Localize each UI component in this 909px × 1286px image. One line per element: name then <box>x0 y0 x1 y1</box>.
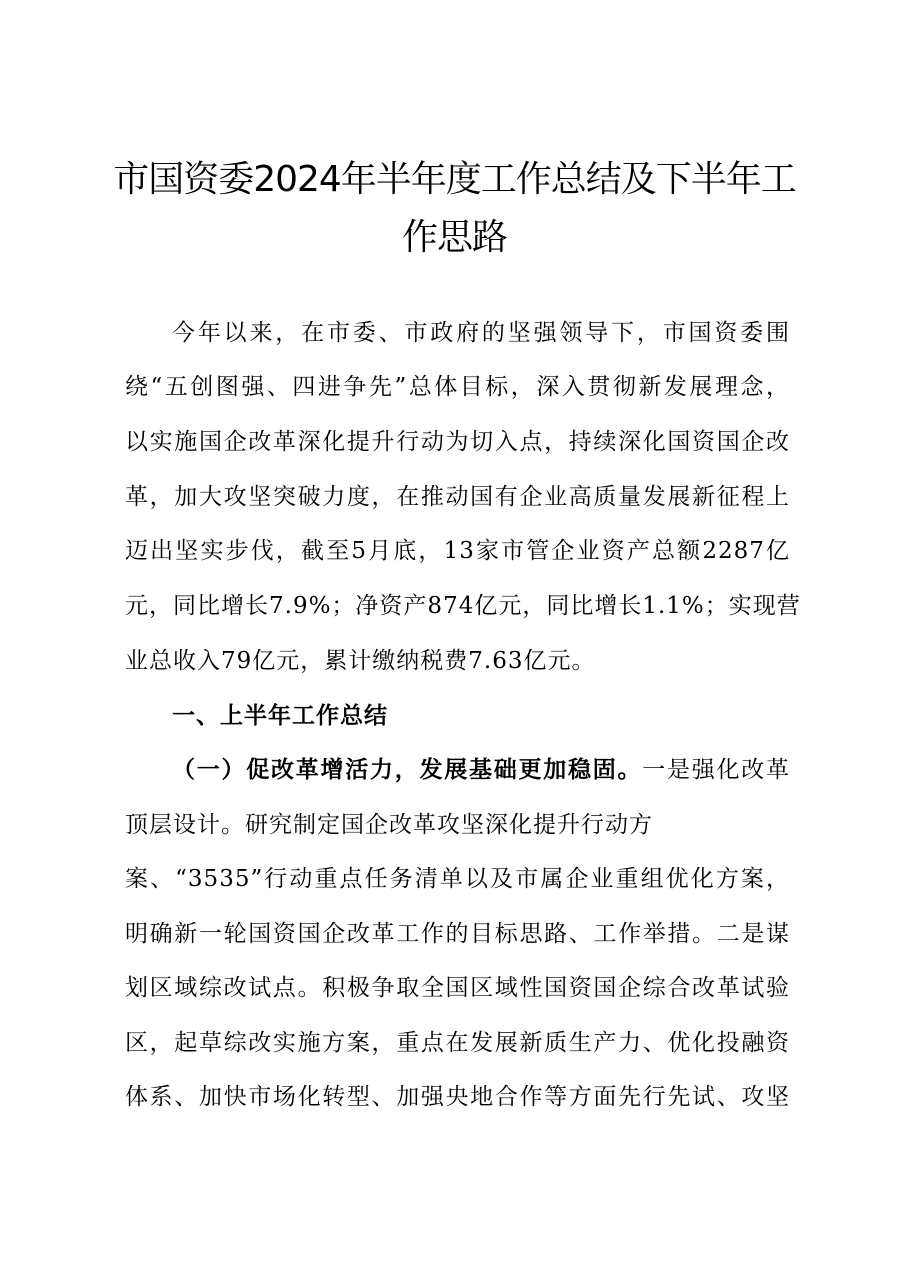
subsection-line: 体系、加快市场化转型、加强央地合作等方面先行先试、攻坚 <box>125 1084 790 1110</box>
subsection-line: 区，起草综改实施方案，重点在发展新质生产力、优化投融资 <box>125 1030 790 1056</box>
intro-line: 迈出坚实步伐，截至5月底，13家市管企业资产总额2287亿 <box>125 538 790 564</box>
intro-line: 绕“五创图强、四进争先”总体目标，深入贯彻新发展理念， <box>125 374 790 400</box>
document-title-line-2: 作思路 <box>401 217 507 258</box>
intro-line: 元，同比增长7.9%；净资产874亿元，同比增长1.1%；实现营 <box>125 593 801 619</box>
subsection-heading: （一）促改革增活力，发展基础更加稳固。 <box>172 757 643 783</box>
subsection-line: 案、“3535”行动重点任务清单以及市属企业重组优化方案， <box>125 866 790 892</box>
subsection-line: 划区域综改试点。积极争取全国区域性国资国企综合改革试验 <box>125 975 790 1001</box>
intro-line: 今年以来，在市委、市政府的坚强领导下，市国资委围 <box>172 320 790 346</box>
intro-line: 以实施国企改革深化提升行动为切入点，持续深化国资国企改 <box>125 429 790 455</box>
subsection-first-line-rest: 一是强化改革 <box>642 757 790 783</box>
subsection-line: 顶层设计。研究制定国企改革攻坚深化提升行动方 <box>125 812 653 838</box>
section-heading: 一、上半年工作总结 <box>172 703 388 729</box>
intro-line: 业总收入79亿元，累计缴纳税费7.63亿元。 <box>125 648 596 674</box>
subsection-first-line <box>172 754 790 786</box>
subsection-line: 明确新一轮国资国企改革工作的目标思路、工作举措。二是谋 <box>125 921 790 947</box>
intro-line: 革，加大攻坚突破力度，在推动国有企业高质量发展新征程上 <box>125 484 790 510</box>
document-title-line-1: 市国资委2024年半年度工作总结及下半年工 <box>113 159 796 200</box>
